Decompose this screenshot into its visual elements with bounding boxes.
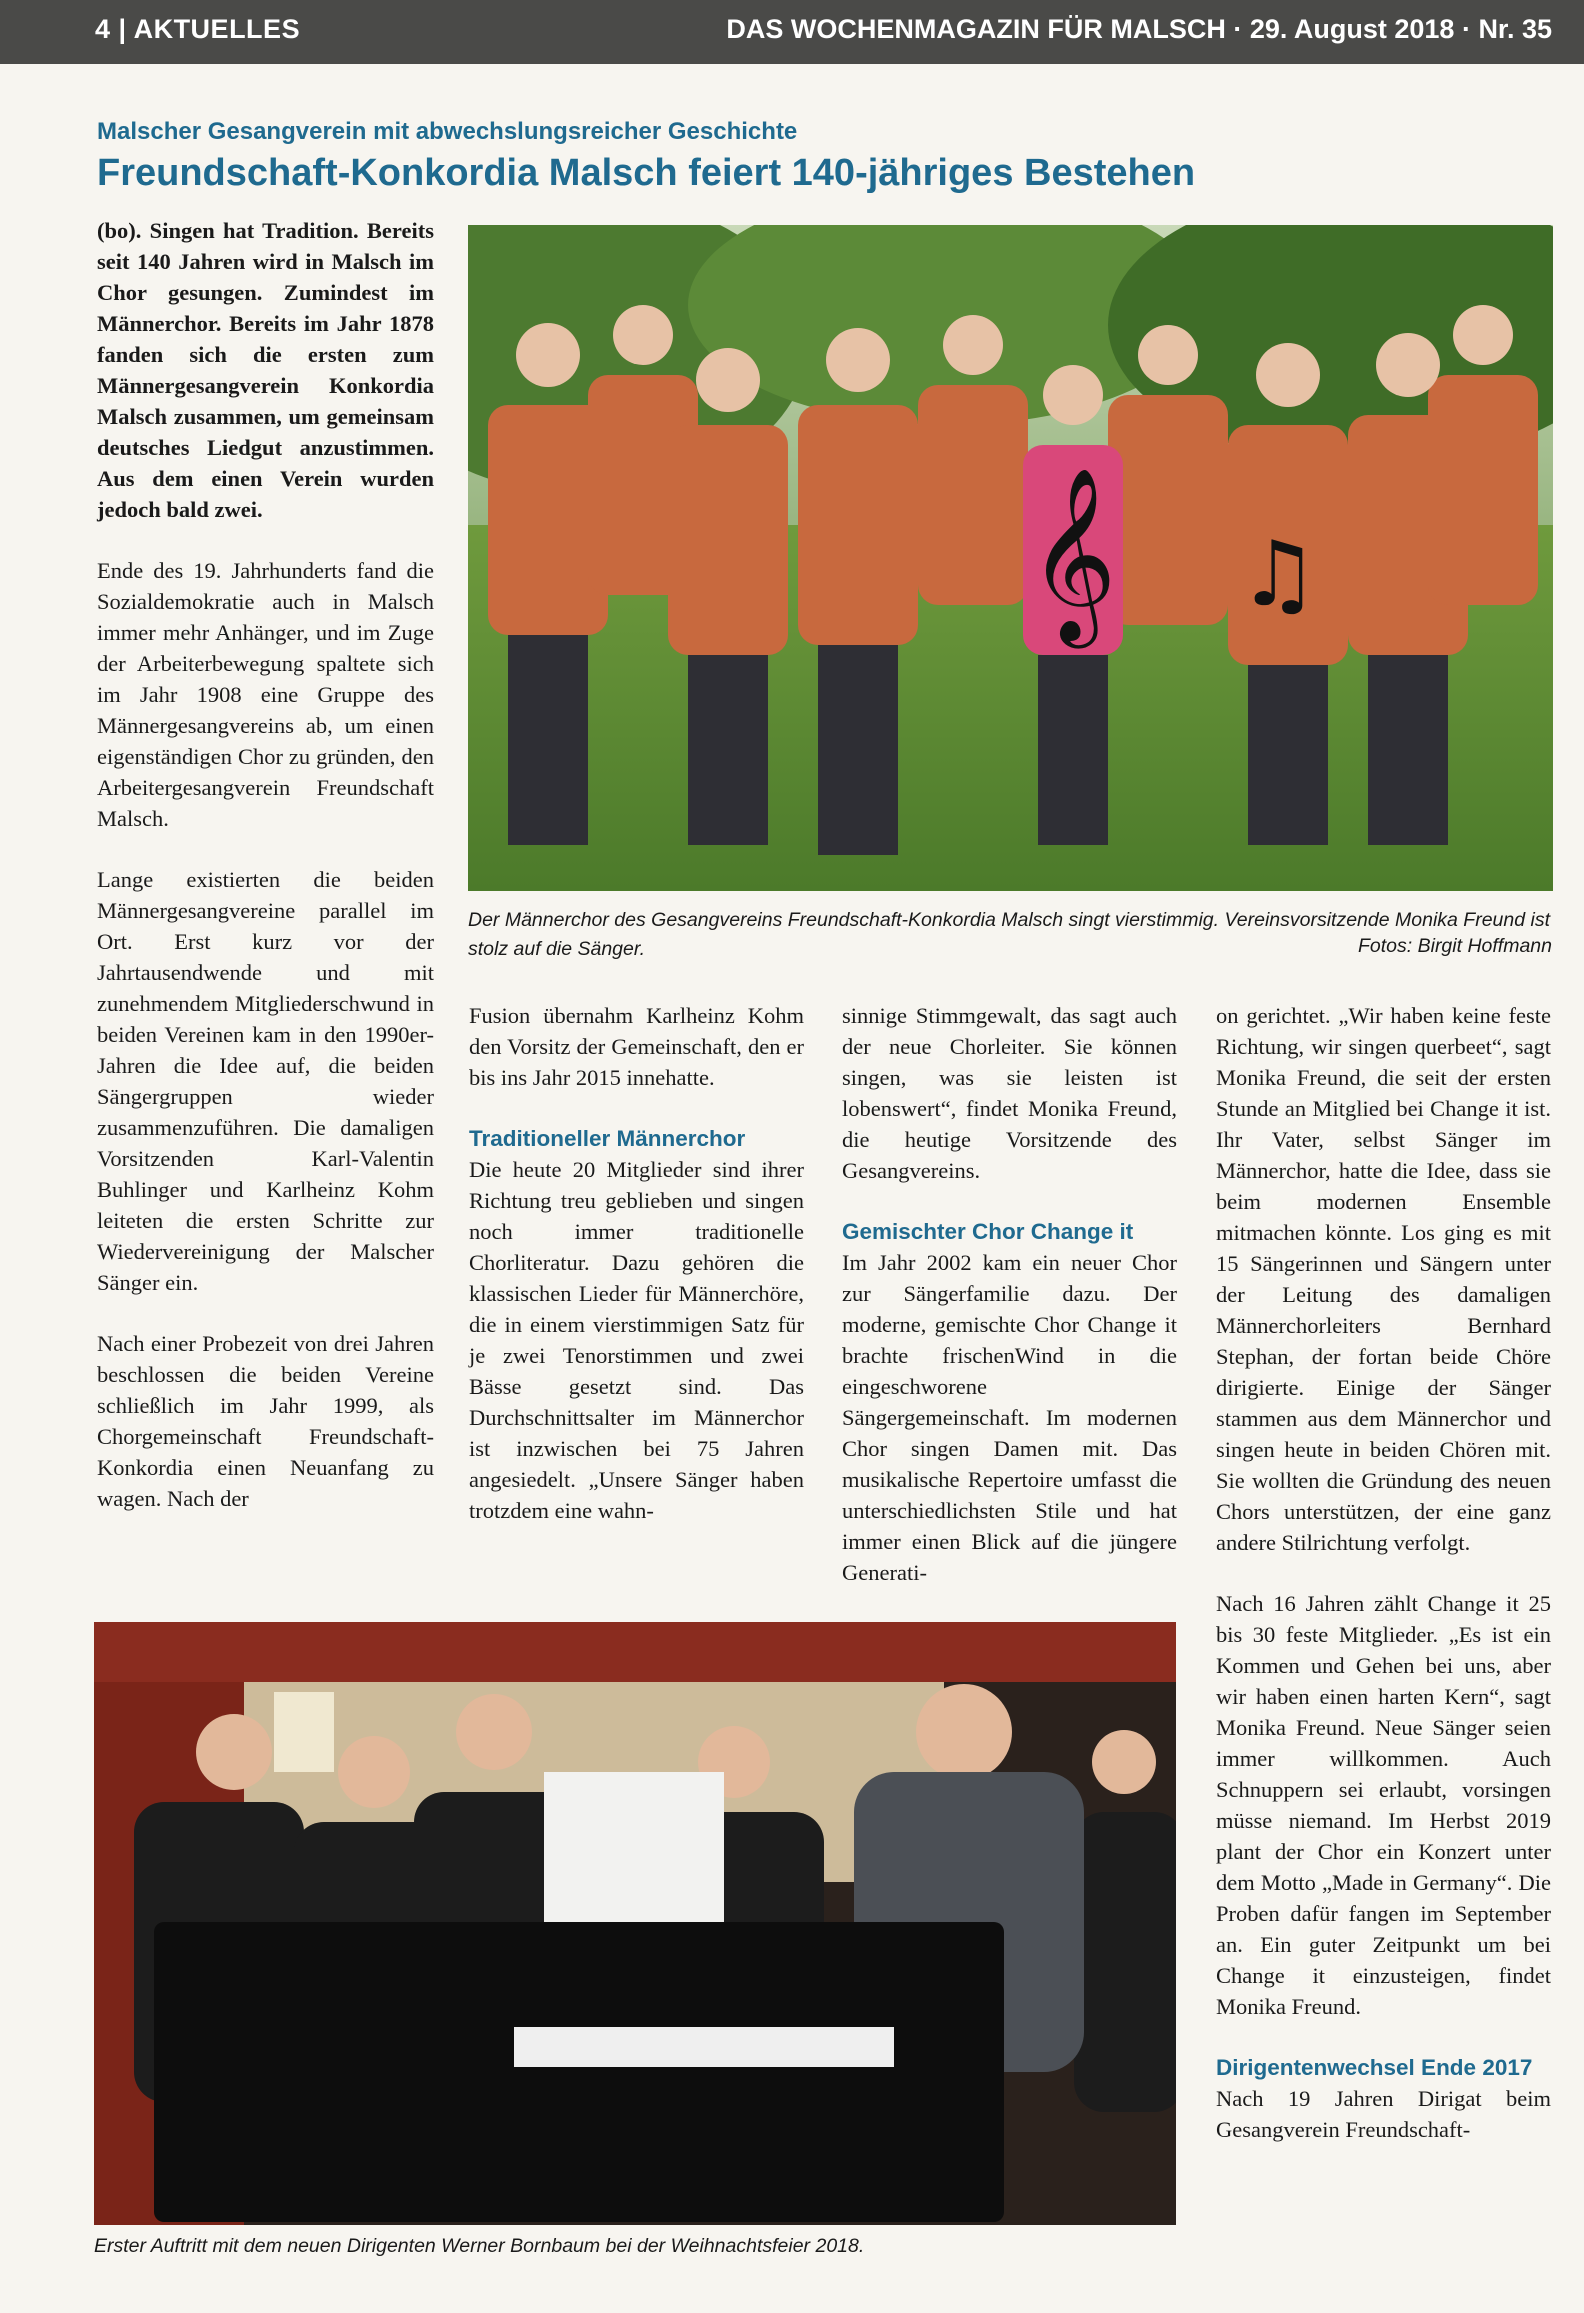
- photo1-caption: Der Männerchor des Gesangvereins Freundschaft-Konkordia Malsch singt vierstimmig. Vereinsvorsitzende Monika Freund ist stolz auf die Sänger.: [468, 909, 1550, 960]
- paragraph: Nach einer Probezeit von drei Jahren beschlossen die beiden Vereine schließlich im Jahr 1999, als Chorgemeinschaft Freundschaft-Konkordia einen Neuanfang zu wagen. Nach der: [97, 1331, 434, 1511]
- page-header: [0, 0, 1584, 64]
- choir-photo-illustration: [468, 225, 1553, 891]
- paragraph: sinnige Stimmgewalt, das sagt auch der neue Chorleiter. Sie können singen, was sie leisten ist lobenswert“, findet Monika Freund, die heutige Vorsitzende des Gesangvereins.: [842, 1003, 1177, 1183]
- photo1-credit: Fotos: Birgit Hoffmann: [1358, 935, 1552, 957]
- paragraph: on gerichtet. „Wir haben keine feste Richtung, wir singen querbeet“, sagt Monika Freund, die seit der ersten Stunde an Mitglied bei Change it ist. Ihr Vater, selbst Sänger im Männerchor, hatte die Idee, dass sie beim modernen Ensemble mitmachen könnte. Los ging es mit 15 Sängerinnen und Sängern unter der Leitung des damaligen Männerchorleiters Bernhard Stephan, der fortan beide Chöre dirigierte. Einige der Sänger stammen aus dem Männerchor und singen heute in beiden Chören mit. Sie wollten die Gründung des neuen Chors unterstützen, der eine ganz andere Stilrichtung verfolgt.: [1216, 1003, 1551, 1555]
- column-4: [1216, 1000, 1551, 2145]
- article-subtitle: Malscher Gesangverein mit abwechslungsreicher Geschichte: [97, 118, 798, 145]
- section-heading-dirigent: Dirigentenwechsel Ende 2017: [1216, 2055, 1533, 2080]
- choir-photo: [468, 225, 1553, 891]
- article-headline: Freundschaft-Konkordia Malsch feiert 140-jähriges Bestehen: [97, 152, 1196, 194]
- svg-text:𝄞: 𝄞: [1028, 467, 1117, 641]
- concert-photo-illustration: [94, 1622, 1176, 2225]
- section-heading-change-it: Gemischter Chor Change it: [842, 1219, 1134, 1244]
- column-2: [469, 1000, 804, 1526]
- column-1: [97, 215, 434, 1514]
- issue-info: DAS WOCHENMAGAZIN FÜR MALSCH · 29. August 2018 · Nr. 35: [726, 14, 1552, 44]
- column-3: [842, 1000, 1177, 1588]
- paragraph: Im Jahr 2002 kam ein neuer Chor zur Sängerfamilie dazu. Der moderne, gemischte Chor Change it brachte frischenWind in die eingeschworene Sängergemeinschaft. Im modernen Chor singen Damen mit. Das musikalische Repertoire umfasst die unterschiedlichsten Stile und hat immer einen Blick auf die jüngere Generati-: [842, 1250, 1177, 1585]
- lead-paragraph: (bo). Singen hat Tradition. Bereits seit 140 Jahren wird in Malsch im Chor gesungen. Zumindest im Männerchor. Bereits im Jahr 1878 fanden sich die ersten zum Männergesangverein Konkordia Malsch zusammen, um gemeinsam deutsches Liedgut anzustimmen. Aus dem einen Verein wurden jedoch bald zwei.: [97, 218, 434, 522]
- paragraph: Fusion übernahm Karlheinz Kohm den Vorsitz der Gemeinschaft, den er bis ins Jahr 2015 innehatte.: [469, 1003, 804, 1090]
- section-heading-maennerchor: Traditioneller Männerchor: [469, 1126, 746, 1151]
- paragraph: Ende des 19. Jahrhunderts fand die Sozialdemokratie auch in Malsch immer mehr Anhänger, und im Zuge der Arbeiterbewegung spaltete sich im Jahr 1908 eine Gruppe des Männergesangvereins ab, um einen eigenständigen Chor zu gründen, den Arbeitergesangverein Freundschaft Malsch.: [97, 558, 434, 831]
- svg-text:♫: ♫: [1238, 522, 1319, 627]
- concert-photo: [94, 1622, 1176, 2225]
- section-label: 4 | AKTUELLES: [95, 14, 301, 44]
- paragraph: Nach 16 Jahren zählt Change it 25 bis 30 feste Mitglieder. „Es ist ein Kommen und Gehen bei uns, aber wir haben einen harten Kern“, sagt Monika Freund. Neue Sänger seien immer willkommen. Auch Schnuppern sei erlaubt, vorsingen müsse niemand. Im Herbst 2019 plant der Chor ein Konzert unter dem Motto „Made in Germany“. Die Proben dafür fangen im September an. Ein guter Zeitpunkt um bei Change it einzusteigen, findet Monika Freund.: [1216, 1591, 1551, 2019]
- paragraph: Lange existierten die beiden Männergesangvereine parallel im Ort. Erst kurz vor der Jahrtausendwende und mit zunehmendem Mitgliederschwund in beiden Vereinen kam in den 1990er-Jahren die Idee auf, die beiden Sängergruppen wieder zusammenzuführen. Die damaligen Vorsitzenden Karl-Valentin Buhlinger und Karlheinz Kohm leiteten die ersten Schritte zur Wiedervereinigung der Malscher Sänger ein.: [97, 867, 434, 1295]
- photo2-caption: Erster Auftritt mit dem neuen Dirigenten Werner Bornbaum bei der Weihnachtsfeier 2018.: [94, 2235, 865, 2257]
- paragraph: Die heute 20 Mitglieder sind ihrer Richtung treu geblieben und singen noch immer traditionelle Chorliteratur. Dazu gehören die klassischen Lieder für Männerchöre, die in einem vierstimmigen Satz für je zwei Tenorstimmen und zwei Bässe gesetzt sind. Das Durchschnittsalter im Männerchor ist inzwischen bei 75 Jahren angesiedelt. „Unsere Sänger haben trotzdem eine wahn-: [469, 1157, 804, 1523]
- paragraph: Nach 19 Jahren Dirigat beim Gesangverein Freundschaft-: [1216, 2086, 1551, 2142]
